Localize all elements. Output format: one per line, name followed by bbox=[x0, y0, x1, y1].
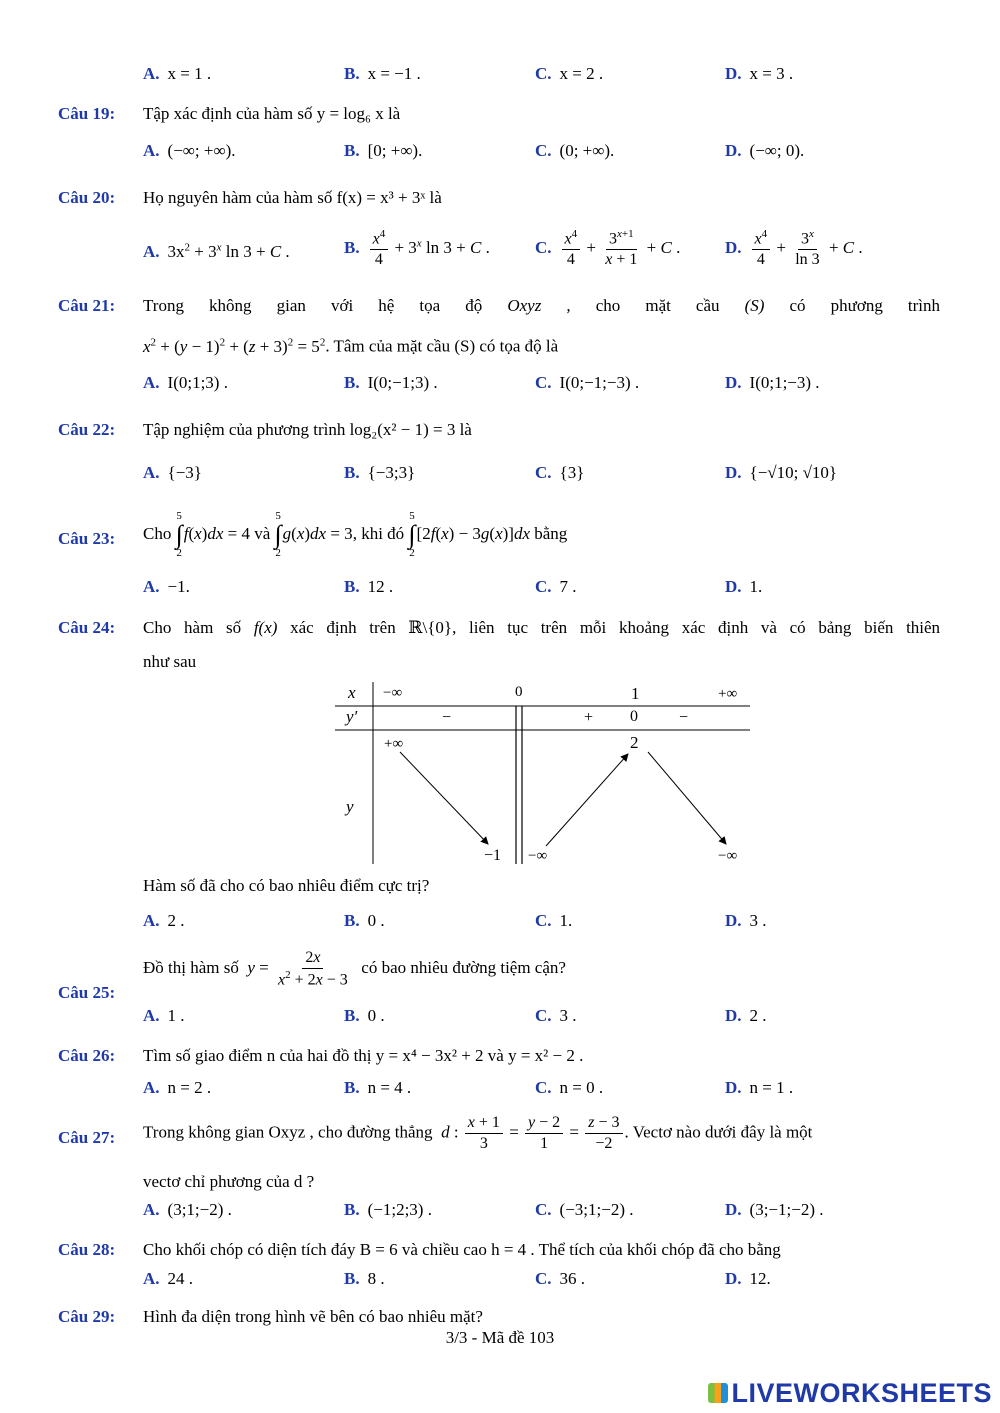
q27-text: Trong không gian Oxyz , cho đường thẳng d : $\frac{x + 1}{3}$ = $\frac{y - 2}{1}$ = $\frac{z - 3}{-2}$ . Vectơ nào dưới đây là một bbox=[143, 1114, 813, 1152]
q20-option-d[interactable]: D. $\frac{x^4}{4}$ + $\frac{3^x}{\ln 3}$ + C . bbox=[725, 228, 863, 269]
q20-option-a[interactable]: A. $3x^2 + 3^x$ ln 3 + C . bbox=[143, 241, 290, 261]
q21-option-c[interactable]: C. I(0;−1;−3) . bbox=[535, 373, 640, 392]
q27-fraction-z: $\frac{z - 3}{-2}$ bbox=[585, 1113, 622, 1154]
q24-option-b[interactable]: B. 0 . bbox=[344, 911, 385, 930]
q20-option-b[interactable]: B. $\frac{x^4}{4}$ + $3^x$ ln 3 + C . bbox=[344, 228, 490, 269]
q24-option-c[interactable]: C. 1. bbox=[535, 911, 573, 930]
q20-formula-b: $\frac{x^4}{4}$ + $3^x$ ln 3 + C . bbox=[368, 238, 490, 257]
q27-option-a[interactable]: A. (3;1;−2) . bbox=[143, 1200, 232, 1219]
q28-option-c[interactable]: C. 36 . bbox=[535, 1269, 586, 1288]
q27-option-d[interactable]: D. (3;−1;−2) . bbox=[725, 1200, 824, 1219]
q24-option-a[interactable]: A. 2 . bbox=[143, 911, 185, 930]
q25-text: Đồ thị hàm số y = $\frac{2x}{x^2 + 2x - 3}$ có bao nhiêu đường tiệm cận? bbox=[143, 949, 566, 989]
q21-label: Câu 21: bbox=[58, 296, 116, 315]
table-yprime-sign: 0 bbox=[630, 708, 638, 725]
q22-text: Tập nghiệm của phương trình log₂(x² − 1) = 3 là bbox=[143, 420, 472, 439]
q24-text: Cho hàm số f(x) xác định trên ℝ\{0}, liên tục trên mỗi khoảng xác định và có bảng biến thiên bbox=[143, 618, 941, 637]
q27-option-c[interactable]: C. (−3;1;−2) . bbox=[535, 1200, 634, 1219]
q23-option-b[interactable]: B. 12 . bbox=[344, 577, 394, 596]
q26-option-a[interactable]: A. n = 2 . bbox=[143, 1078, 212, 1097]
integral-sign: 5 ∫ 2 bbox=[408, 510, 416, 559]
q26-option-b[interactable]: B. n = 4 . bbox=[344, 1078, 412, 1097]
increasing-arrow bbox=[546, 754, 628, 846]
q21-sphere-equation: $x^2 + (y - 1)^2 + (z + 3)^2 = 5^2$ bbox=[143, 336, 326, 356]
q23-option-a[interactable]: A. −1. bbox=[143, 577, 190, 596]
table-yprime-sign: − bbox=[679, 709, 689, 726]
table-y-label: y bbox=[346, 797, 354, 816]
q29-label: Câu 29: bbox=[58, 1307, 116, 1326]
q20-option-c[interactable]: C. $\frac{x^4}{4}$ + $\frac{3^{x+1}}{x + 1}$ + C . bbox=[535, 228, 681, 269]
decreasing-arrow bbox=[648, 752, 726, 844]
q24-option-d[interactable]: D. 3 . bbox=[725, 911, 767, 930]
integral-sign: 5 ∫ 2 bbox=[175, 510, 183, 559]
q19-text: Tập xác định của hàm số y = log₆ x là bbox=[143, 104, 401, 123]
q28-option-b[interactable]: B. 8 . bbox=[344, 1269, 385, 1288]
table-y-value: −∞ bbox=[528, 848, 548, 864]
q19-label: Câu 19: bbox=[58, 104, 116, 123]
q20-formula-a: $3x^2 + 3^x$ ln 3 + C . bbox=[167, 241, 290, 261]
table-yprime-sign: − bbox=[442, 709, 452, 726]
q28-option-d[interactable]: D. 12. bbox=[725, 1269, 771, 1288]
q23-option-d[interactable]: D. 1. bbox=[725, 577, 763, 596]
q23-option-c[interactable]: C. 7 . bbox=[535, 577, 577, 596]
q28-text: Cho khối chóp có diện tích đáy B = 6 và chiều cao h = 4 . Thể tích của khối chóp đã cho bằng bbox=[143, 1240, 781, 1259]
table-x-value: −∞ bbox=[383, 685, 403, 701]
q22-option-c[interactable]: C. {3} bbox=[535, 463, 585, 482]
brand-icon bbox=[708, 1383, 728, 1403]
q18-option-b[interactable]: B. x = −1 . bbox=[344, 64, 421, 83]
table-y-value: −1 bbox=[484, 847, 502, 864]
q26-option-d[interactable]: D. n = 1 . bbox=[725, 1078, 794, 1097]
q26-text: Tìm số giao điểm n của hai đồ thị y = x⁴ − 3x² + 2 và y = x² − 2 . bbox=[143, 1046, 584, 1065]
q23-label: Câu 23: bbox=[58, 529, 116, 548]
q25-fraction: $\frac{2x}{x^2 + 2x - 3}$ bbox=[278, 949, 348, 989]
q28-label: Câu 28: bbox=[58, 1240, 116, 1259]
integral-sign: 5 ∫ 2 bbox=[274, 510, 282, 559]
q27-fraction-x: $\frac{x + 1}{3}$ bbox=[465, 1113, 503, 1154]
q24-text-line2: như sau bbox=[143, 652, 197, 671]
table-yprime-sign: + bbox=[584, 709, 594, 726]
q19-option-d[interactable]: D. (−∞; 0). bbox=[725, 141, 805, 160]
table-x-value: 1 bbox=[631, 684, 640, 703]
q20-formula-c: $\frac{x^4}{4}$ + $\frac{3^{x+1}}{x + 1}$ + C . bbox=[560, 238, 681, 257]
q27-text-line2: vectơ chỉ phương của d ? bbox=[143, 1172, 315, 1191]
q24-label: Câu 24: bbox=[58, 618, 116, 637]
q19-option-c[interactable]: C. (0; +∞). bbox=[535, 141, 615, 160]
table-x-value: 0 bbox=[515, 684, 523, 700]
q26-option-c[interactable]: C. n = 0 . bbox=[535, 1078, 604, 1097]
q20-text: Họ nguyên hàm của hàm số f(x) = x³ + 3ˣ là bbox=[143, 188, 442, 207]
q22-option-a[interactable]: A. {−3} bbox=[143, 463, 202, 482]
q21-text: Trong không gian với hệ tọa độ Oxyz , cho mặt cầu (S) có phương trình bbox=[143, 296, 941, 315]
table-yprime-label: y′ bbox=[346, 707, 358, 726]
table-y-value: −∞ bbox=[718, 848, 738, 864]
table-y-value: +∞ bbox=[384, 736, 404, 752]
table-x-value: +∞ bbox=[718, 686, 738, 702]
q23-text: Cho 5 ∫ 2 f(x)dx = 4 và 5 ∫ 2 g(x)dx = 3, khi đó 5 ∫ 2 [2f(x) − 3g(x)]dx bằng bbox=[143, 510, 568, 559]
q28-option-a[interactable]: A. 24 . bbox=[143, 1269, 194, 1288]
q22-option-d[interactable]: D. {−√10; √10} bbox=[725, 463, 838, 482]
q25-option-a[interactable]: A. 1 . bbox=[143, 1006, 185, 1025]
q25-option-d[interactable]: D. 2 . bbox=[725, 1006, 767, 1025]
q20-label: Câu 20: bbox=[58, 188, 116, 207]
q19-option-b[interactable]: B. [0; +∞). bbox=[344, 141, 423, 160]
q27-option-b[interactable]: B. (−1;2;3) . bbox=[344, 1200, 432, 1219]
table-y-value: 2 bbox=[630, 733, 639, 752]
q18-option-a[interactable]: A. x = 1 . bbox=[143, 64, 212, 83]
liveworksheets-logo: LIVEWORKSHEETS bbox=[708, 1378, 992, 1409]
q18-option-c[interactable]: C. x = 2 . bbox=[535, 64, 604, 83]
table-x-label: x bbox=[348, 683, 356, 702]
q29-text: Hình đa diện trong hình vẽ bên có bao nhiêu mặt? bbox=[143, 1307, 483, 1326]
q22-label: Câu 22: bbox=[58, 420, 116, 439]
q18-option-d[interactable]: D. x = 3 . bbox=[725, 64, 794, 83]
q25-option-c[interactable]: C. 3 . bbox=[535, 1006, 577, 1025]
q21-option-d[interactable]: D. I(0;1;−3) . bbox=[725, 373, 820, 392]
q25-option-b[interactable]: B. 0 . bbox=[344, 1006, 385, 1025]
q19-option-a[interactable]: A. (−∞; +∞). bbox=[143, 141, 236, 160]
q24-question: Hàm số đã cho có bao nhiêu điểm cực trị? bbox=[143, 876, 430, 895]
q25-label: Câu 25: bbox=[58, 983, 116, 1002]
q27-label: Câu 27: bbox=[58, 1128, 116, 1147]
q20-formula-d: $\frac{x^4}{4}$ + $\frac{3^x}{\ln 3}$ + C . bbox=[750, 238, 863, 257]
variation-table bbox=[330, 676, 755, 868]
page-footer: 3/3 - Mã đề 103 bbox=[445, 1328, 555, 1347]
q21-text-line2: $x^2 + (y - 1)^2 + (z + 3)^2 = 5^2$. Tâm của mặt cầu (S) có tọa độ là bbox=[143, 336, 559, 356]
q21-option-b[interactable]: B. I(0;−1;3) . bbox=[344, 373, 438, 392]
q21-option-a[interactable]: A. I(0;1;3) . bbox=[143, 373, 228, 392]
q22-option-b[interactable]: B. {−3;3} bbox=[344, 463, 416, 482]
q27-fraction-y: $\frac{y - 2}{1}$ bbox=[525, 1113, 563, 1154]
q26-label: Câu 26: bbox=[58, 1046, 116, 1065]
decreasing-arrow bbox=[400, 752, 488, 844]
